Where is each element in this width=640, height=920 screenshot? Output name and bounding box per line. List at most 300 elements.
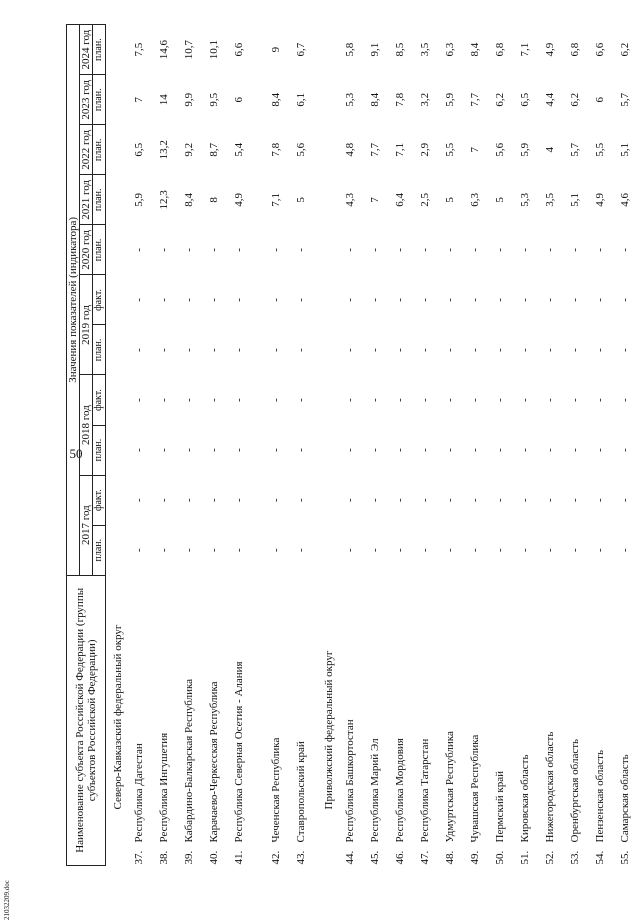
- value-cell: -: [208, 548, 220, 552]
- value-cell: 7: [133, 97, 145, 103]
- value-cell: -: [369, 448, 381, 452]
- table-row: [205, 25, 230, 866]
- table-row: [516, 25, 541, 866]
- value-cell: 5,9: [519, 142, 531, 157]
- value-cell: -: [594, 398, 606, 402]
- value-cell: -: [519, 248, 531, 252]
- value-cell: -: [594, 498, 606, 502]
- values-title: Значения показателей (индикатора): [67, 25, 80, 576]
- value-cell: -: [469, 248, 481, 252]
- value-cell: -: [183, 248, 195, 252]
- value-cell: 7,1: [519, 42, 531, 57]
- value-cell: -: [208, 298, 220, 302]
- subject-name: Ставропольский край: [295, 741, 307, 843]
- value-cell: 4,3: [344, 192, 356, 207]
- value-cell: 5,7: [569, 142, 581, 157]
- value-cell: 4,9: [233, 192, 245, 207]
- value-cell: 9: [270, 46, 282, 53]
- plan-fact-header: план.: [93, 525, 106, 575]
- value-cell: 4,9: [594, 192, 606, 207]
- subject-name: Республика Татарстан: [419, 738, 431, 843]
- table-row: [491, 25, 516, 866]
- subject-name-cell: [205, 575, 230, 865]
- value-cell: -: [295, 448, 307, 452]
- row-number: 38.: [158, 850, 170, 865]
- value-cell: -: [444, 398, 456, 402]
- value-cell: -: [133, 448, 145, 452]
- value-cell: 4: [544, 147, 556, 153]
- plan-fact-header: факт.: [93, 275, 106, 325]
- value-cell: 5,3: [344, 92, 356, 107]
- row-number: 54.: [594, 850, 606, 865]
- value-cell: 5,9: [444, 92, 456, 107]
- plan-fact-header: план.: [93, 125, 106, 175]
- value-cell: 8,7: [208, 142, 220, 157]
- value-cell: 4,6: [619, 192, 631, 207]
- value-cell: -: [295, 398, 307, 402]
- value-cell: -: [494, 448, 506, 452]
- value-cell: 5,1: [619, 142, 631, 157]
- subject-name-cell: [155, 575, 180, 865]
- row-number: 44.: [344, 850, 356, 865]
- value-cell: 6,2: [494, 92, 506, 107]
- value-cell: -: [183, 398, 195, 402]
- value-cell: -: [183, 448, 195, 452]
- table-row: [366, 25, 391, 866]
- value-cell: 6,7: [295, 42, 307, 57]
- value-cell: 7,5: [133, 42, 145, 57]
- value-cell: 6,8: [494, 42, 506, 57]
- value-cell: 8,4: [369, 92, 381, 107]
- value-cell: 5,6: [295, 142, 307, 157]
- subject-name: Республика Ингушетия: [158, 732, 170, 843]
- value-cell: 14,6: [158, 39, 170, 60]
- value-cell: -: [394, 448, 406, 452]
- value-cell: 4,9: [544, 42, 556, 57]
- value-cell: 6,6: [594, 42, 606, 57]
- year-header: 2018 год: [80, 375, 93, 475]
- value-cell: -: [444, 248, 456, 252]
- value-cell: 9,2: [183, 142, 195, 157]
- value-cell: -: [619, 398, 631, 402]
- value-cell: -: [344, 548, 356, 552]
- value-cell: 12,3: [158, 190, 170, 210]
- value-cell: -: [270, 448, 282, 452]
- value-cell: -: [569, 298, 581, 302]
- subject-name: Республика Мордовия: [394, 738, 406, 843]
- value-cell: 10,7: [183, 39, 195, 60]
- value-cell: -: [594, 548, 606, 552]
- subject-name: Пензенская область: [594, 750, 606, 843]
- value-cell: 7,1: [394, 142, 406, 157]
- value-cell: -: [569, 548, 581, 552]
- subject-name-cell: [292, 575, 317, 865]
- document-id: 21032209.doc: [3, 880, 11, 920]
- value-cell: -: [133, 398, 145, 402]
- value-cell: 3,5: [419, 42, 431, 57]
- value-cell: 8,5: [394, 42, 406, 57]
- value-cell: -: [494, 348, 506, 352]
- table-row: [591, 25, 616, 866]
- table-header: [67, 25, 106, 866]
- value-cell: 6,3: [469, 192, 481, 207]
- value-cell: -: [444, 548, 456, 552]
- value-cell: -: [519, 298, 531, 302]
- value-cell: -: [494, 398, 506, 402]
- value-cell: -: [469, 548, 481, 552]
- value-cell: 5: [295, 197, 307, 203]
- subject-name-cell: [180, 575, 205, 865]
- value-cell: -: [158, 548, 170, 552]
- table-row: [130, 25, 155, 866]
- value-cell: -: [544, 448, 556, 452]
- row-number: 41.: [233, 850, 245, 865]
- table-row: [341, 25, 366, 866]
- value-cell: -: [519, 548, 531, 552]
- value-cell: 5: [444, 197, 456, 203]
- subject-name-cell: [466, 575, 491, 865]
- name-column-header: Наименование субъекта Российской Федерации (группы субъектов Российской Федерации): [67, 575, 106, 865]
- value-cell: -: [569, 498, 581, 502]
- value-cell: -: [469, 348, 481, 352]
- row-number: 51.: [519, 850, 531, 865]
- value-cell: 2,5: [419, 192, 431, 207]
- value-cell: 2,9: [419, 142, 431, 157]
- value-cell: -: [233, 348, 245, 352]
- value-cell: -: [270, 298, 282, 302]
- value-cell: -: [469, 448, 481, 452]
- value-cell: -: [158, 448, 170, 452]
- value-cell: 9,1: [369, 42, 381, 57]
- value-cell: -: [594, 298, 606, 302]
- value-cell: -: [619, 248, 631, 252]
- value-cell: -: [208, 498, 220, 502]
- value-cell: -: [444, 498, 456, 502]
- rows-volga: [341, 25, 640, 866]
- value-cell: -: [133, 298, 145, 302]
- row-number: 53.: [569, 850, 581, 865]
- value-cell: -: [519, 448, 531, 452]
- value-cell: -: [158, 348, 170, 352]
- value-cell: 6,3: [444, 42, 456, 57]
- table-row: [466, 25, 491, 866]
- value-cell: -: [419, 298, 431, 302]
- row-number: 49.: [469, 850, 481, 865]
- row-number: 52.: [544, 850, 556, 865]
- table-row: [155, 25, 180, 866]
- subject-name: Республика Дагестан: [133, 743, 145, 843]
- row-number: 50.: [494, 850, 506, 865]
- value-cell: 7,7: [469, 92, 481, 107]
- subject-name: Кабардино-Балкарская Республика: [183, 678, 195, 843]
- value-cell: -: [519, 498, 531, 502]
- value-cell: 6: [594, 97, 606, 103]
- subject-name-cell: [366, 575, 391, 865]
- row-number: 45.: [369, 850, 381, 865]
- value-cell: -: [183, 498, 195, 502]
- value-cell: 6,2: [569, 92, 581, 107]
- district-label: Приволжский федеральный округ: [323, 650, 335, 810]
- value-cell: -: [344, 498, 356, 502]
- value-cell: 5,3: [519, 192, 531, 207]
- subject-name-cell: [566, 575, 591, 865]
- subject-name: Удмуртская Республика: [444, 731, 456, 843]
- page-number: 50: [69, 446, 83, 461]
- value-cell: 5: [494, 197, 506, 203]
- subject-name-cell: [391, 575, 416, 865]
- subject-name-cell: [541, 575, 566, 865]
- table-row: [391, 25, 416, 866]
- subject-name: Самарская область: [619, 754, 631, 843]
- value-cell: -: [270, 348, 282, 352]
- value-cell: -: [419, 548, 431, 552]
- row-number: 48.: [444, 850, 456, 865]
- value-cell: 6,6: [233, 42, 245, 57]
- subject-name: Республика Марий Эл: [369, 738, 381, 843]
- value-cell: 7,8: [394, 92, 406, 107]
- value-cell: -: [569, 348, 581, 352]
- value-cell: -: [519, 398, 531, 402]
- value-cell: -: [619, 448, 631, 452]
- table-body: [106, 25, 131, 866]
- value-cell: -: [295, 348, 307, 352]
- value-cell: 9,5: [208, 92, 220, 107]
- subject-name-cell: [341, 575, 366, 865]
- value-cell: -: [233, 298, 245, 302]
- value-cell: -: [369, 548, 381, 552]
- value-cell: -: [544, 398, 556, 402]
- value-cell: -: [619, 548, 631, 552]
- plan-fact-header: факт.: [93, 375, 106, 425]
- subject-name: Оренбургская область: [569, 738, 581, 843]
- value-cell: 8,4: [469, 42, 481, 57]
- value-cell: 7,7: [369, 142, 381, 157]
- value-cell: -: [569, 398, 581, 402]
- row-number: 42.: [270, 850, 282, 865]
- subject-name: Чеченская Республика: [270, 737, 282, 843]
- value-cell: -: [295, 248, 307, 252]
- subject-name: Карачаево-Черкесская Республика: [208, 681, 220, 843]
- value-cell: 8: [208, 197, 220, 203]
- subject-name-cell: [491, 575, 516, 865]
- subject-name-cell: [230, 575, 267, 865]
- subject-name-cell: [516, 575, 541, 865]
- year-header: 2024 год: [80, 25, 93, 75]
- value-cell: -: [208, 448, 220, 452]
- value-cell: 7,1: [270, 192, 282, 207]
- table-row: [566, 25, 591, 866]
- subject-name-cell: [616, 575, 640, 865]
- value-cell: -: [158, 398, 170, 402]
- value-cell: -: [394, 498, 406, 502]
- district-label: Северо-Кавказский федеральный округ: [112, 624, 124, 810]
- value-cell: 6,5: [519, 92, 531, 107]
- value-cell: -: [270, 498, 282, 502]
- value-cell: -: [233, 248, 245, 252]
- table-row: [180, 25, 205, 866]
- value-cell: -: [494, 298, 506, 302]
- value-cell: -: [469, 398, 481, 402]
- value-cell: -: [208, 348, 220, 352]
- value-cell: 5,7: [619, 92, 631, 107]
- value-cell: 4,4: [544, 92, 556, 107]
- value-cell: 6,8: [569, 42, 581, 57]
- value-cell: -: [494, 498, 506, 502]
- value-cell: -: [369, 348, 381, 352]
- subject-name: Нижегородская область: [544, 731, 556, 843]
- value-cell: -: [158, 498, 170, 502]
- year-header: 2022 год: [80, 125, 93, 175]
- value-cell: -: [469, 298, 481, 302]
- value-cell: -: [444, 348, 456, 352]
- rotated-table-page: [66, 24, 631, 866]
- value-cell: -: [419, 498, 431, 502]
- value-cell: 14: [158, 94, 170, 106]
- value-cell: -: [344, 248, 356, 252]
- value-cell: -: [208, 398, 220, 402]
- value-cell: -: [594, 348, 606, 352]
- value-cell: 7,8: [270, 142, 282, 157]
- value-cell: -: [494, 548, 506, 552]
- value-cell: -: [419, 398, 431, 402]
- row-number: 37.: [133, 850, 145, 865]
- row-number: 55.: [619, 850, 631, 865]
- value-cell: 6,1: [295, 92, 307, 107]
- value-cell: 5,8: [344, 42, 356, 57]
- table-row: [616, 25, 640, 866]
- table-body: [317, 25, 341, 866]
- value-cell: -: [133, 348, 145, 352]
- value-cell: -: [183, 348, 195, 352]
- value-cell: 5,5: [594, 142, 606, 157]
- value-cell: 13,2: [158, 140, 170, 160]
- district-row: [317, 25, 341, 866]
- row-number: 40.: [208, 850, 220, 865]
- value-cell: 6,2: [619, 42, 631, 57]
- plan-fact-header: план.: [93, 325, 106, 375]
- value-cell: -: [594, 248, 606, 252]
- value-cell: -: [133, 248, 145, 252]
- value-cell: -: [394, 248, 406, 252]
- value-cell: -: [619, 498, 631, 502]
- value-cell: -: [295, 498, 307, 502]
- value-cell: 6,4: [394, 192, 406, 207]
- value-cell: -: [133, 548, 145, 552]
- subject-name-cell: [267, 575, 292, 865]
- table-row: [541, 25, 566, 866]
- value-cell: 5,4: [233, 142, 245, 157]
- year-header: 2021 год: [80, 175, 93, 225]
- rows-north-caucasus: [130, 25, 317, 866]
- value-cell: -: [394, 548, 406, 552]
- value-cell: 8,4: [270, 92, 282, 107]
- value-cell: -: [295, 548, 307, 552]
- value-cell: -: [270, 548, 282, 552]
- value-cell: -: [419, 448, 431, 452]
- value-cell: -: [344, 398, 356, 402]
- value-cell: 3,5: [544, 192, 556, 207]
- value-cell: -: [369, 248, 381, 252]
- value-cell: -: [233, 548, 245, 552]
- table-row: [292, 25, 317, 866]
- year-header: 2023 год: [80, 75, 93, 125]
- value-cell: 7: [469, 147, 481, 153]
- value-cell: 6: [233, 97, 245, 103]
- subject-name-cell: [591, 575, 616, 865]
- value-cell: -: [369, 398, 381, 402]
- value-cell: -: [158, 298, 170, 302]
- row-number: 43.: [295, 850, 307, 865]
- year-header: 2020 год: [80, 225, 93, 275]
- plan-fact-header: план.: [93, 25, 106, 75]
- district-row: [106, 25, 131, 866]
- subject-name-cell: [441, 575, 466, 865]
- subject-name-cell: [416, 575, 441, 865]
- value-cell: -: [344, 348, 356, 352]
- value-cell: -: [369, 298, 381, 302]
- value-cell: -: [394, 348, 406, 352]
- value-cell: -: [619, 348, 631, 352]
- value-cell: 7: [369, 197, 381, 203]
- subject-name: Кировская область: [519, 754, 531, 843]
- table-row: [267, 25, 292, 866]
- table-row: [441, 25, 466, 866]
- subject-name-cell: [130, 575, 155, 865]
- value-cell: -: [544, 348, 556, 352]
- value-cell: -: [444, 298, 456, 302]
- value-cell: -: [544, 298, 556, 302]
- subject-name: Пермский край: [494, 771, 506, 843]
- plan-fact-header: план.: [93, 425, 106, 475]
- table-row: [416, 25, 441, 866]
- value-cell: -: [469, 498, 481, 502]
- table-row: [230, 25, 267, 866]
- value-cell: -: [233, 498, 245, 502]
- year-header: 2017 год: [80, 475, 93, 575]
- value-cell: 5,1: [569, 192, 581, 207]
- value-cell: -: [133, 498, 145, 502]
- value-cell: -: [619, 298, 631, 302]
- indicator-table: [66, 24, 640, 866]
- value-cell: 9,9: [183, 92, 195, 107]
- value-cell: -: [295, 298, 307, 302]
- value-cell: 4,8: [344, 142, 356, 157]
- value-cell: -: [394, 398, 406, 402]
- value-cell: -: [419, 348, 431, 352]
- value-cell: -: [544, 498, 556, 502]
- year-header: 2019 год: [80, 275, 93, 375]
- row-number: 46.: [394, 850, 406, 865]
- value-cell: 5,5: [444, 142, 456, 157]
- subject-name: Республика Башкортостан: [344, 719, 356, 843]
- value-cell: -: [344, 448, 356, 452]
- value-cell: 5,6: [494, 142, 506, 157]
- value-cell: -: [233, 448, 245, 452]
- value-cell: -: [270, 248, 282, 252]
- value-cell: -: [183, 298, 195, 302]
- value-cell: -: [183, 548, 195, 552]
- value-cell: -: [158, 248, 170, 252]
- value-cell: -: [270, 398, 282, 402]
- value-cell: 3,2: [419, 92, 431, 107]
- plan-fact-header: факт.: [93, 475, 106, 525]
- value-cell: -: [344, 298, 356, 302]
- plan-fact-header: план.: [93, 225, 106, 275]
- value-cell: -: [519, 348, 531, 352]
- plan-fact-header: план.: [93, 175, 106, 225]
- value-cell: -: [594, 448, 606, 452]
- value-cell: 5,9: [133, 192, 145, 207]
